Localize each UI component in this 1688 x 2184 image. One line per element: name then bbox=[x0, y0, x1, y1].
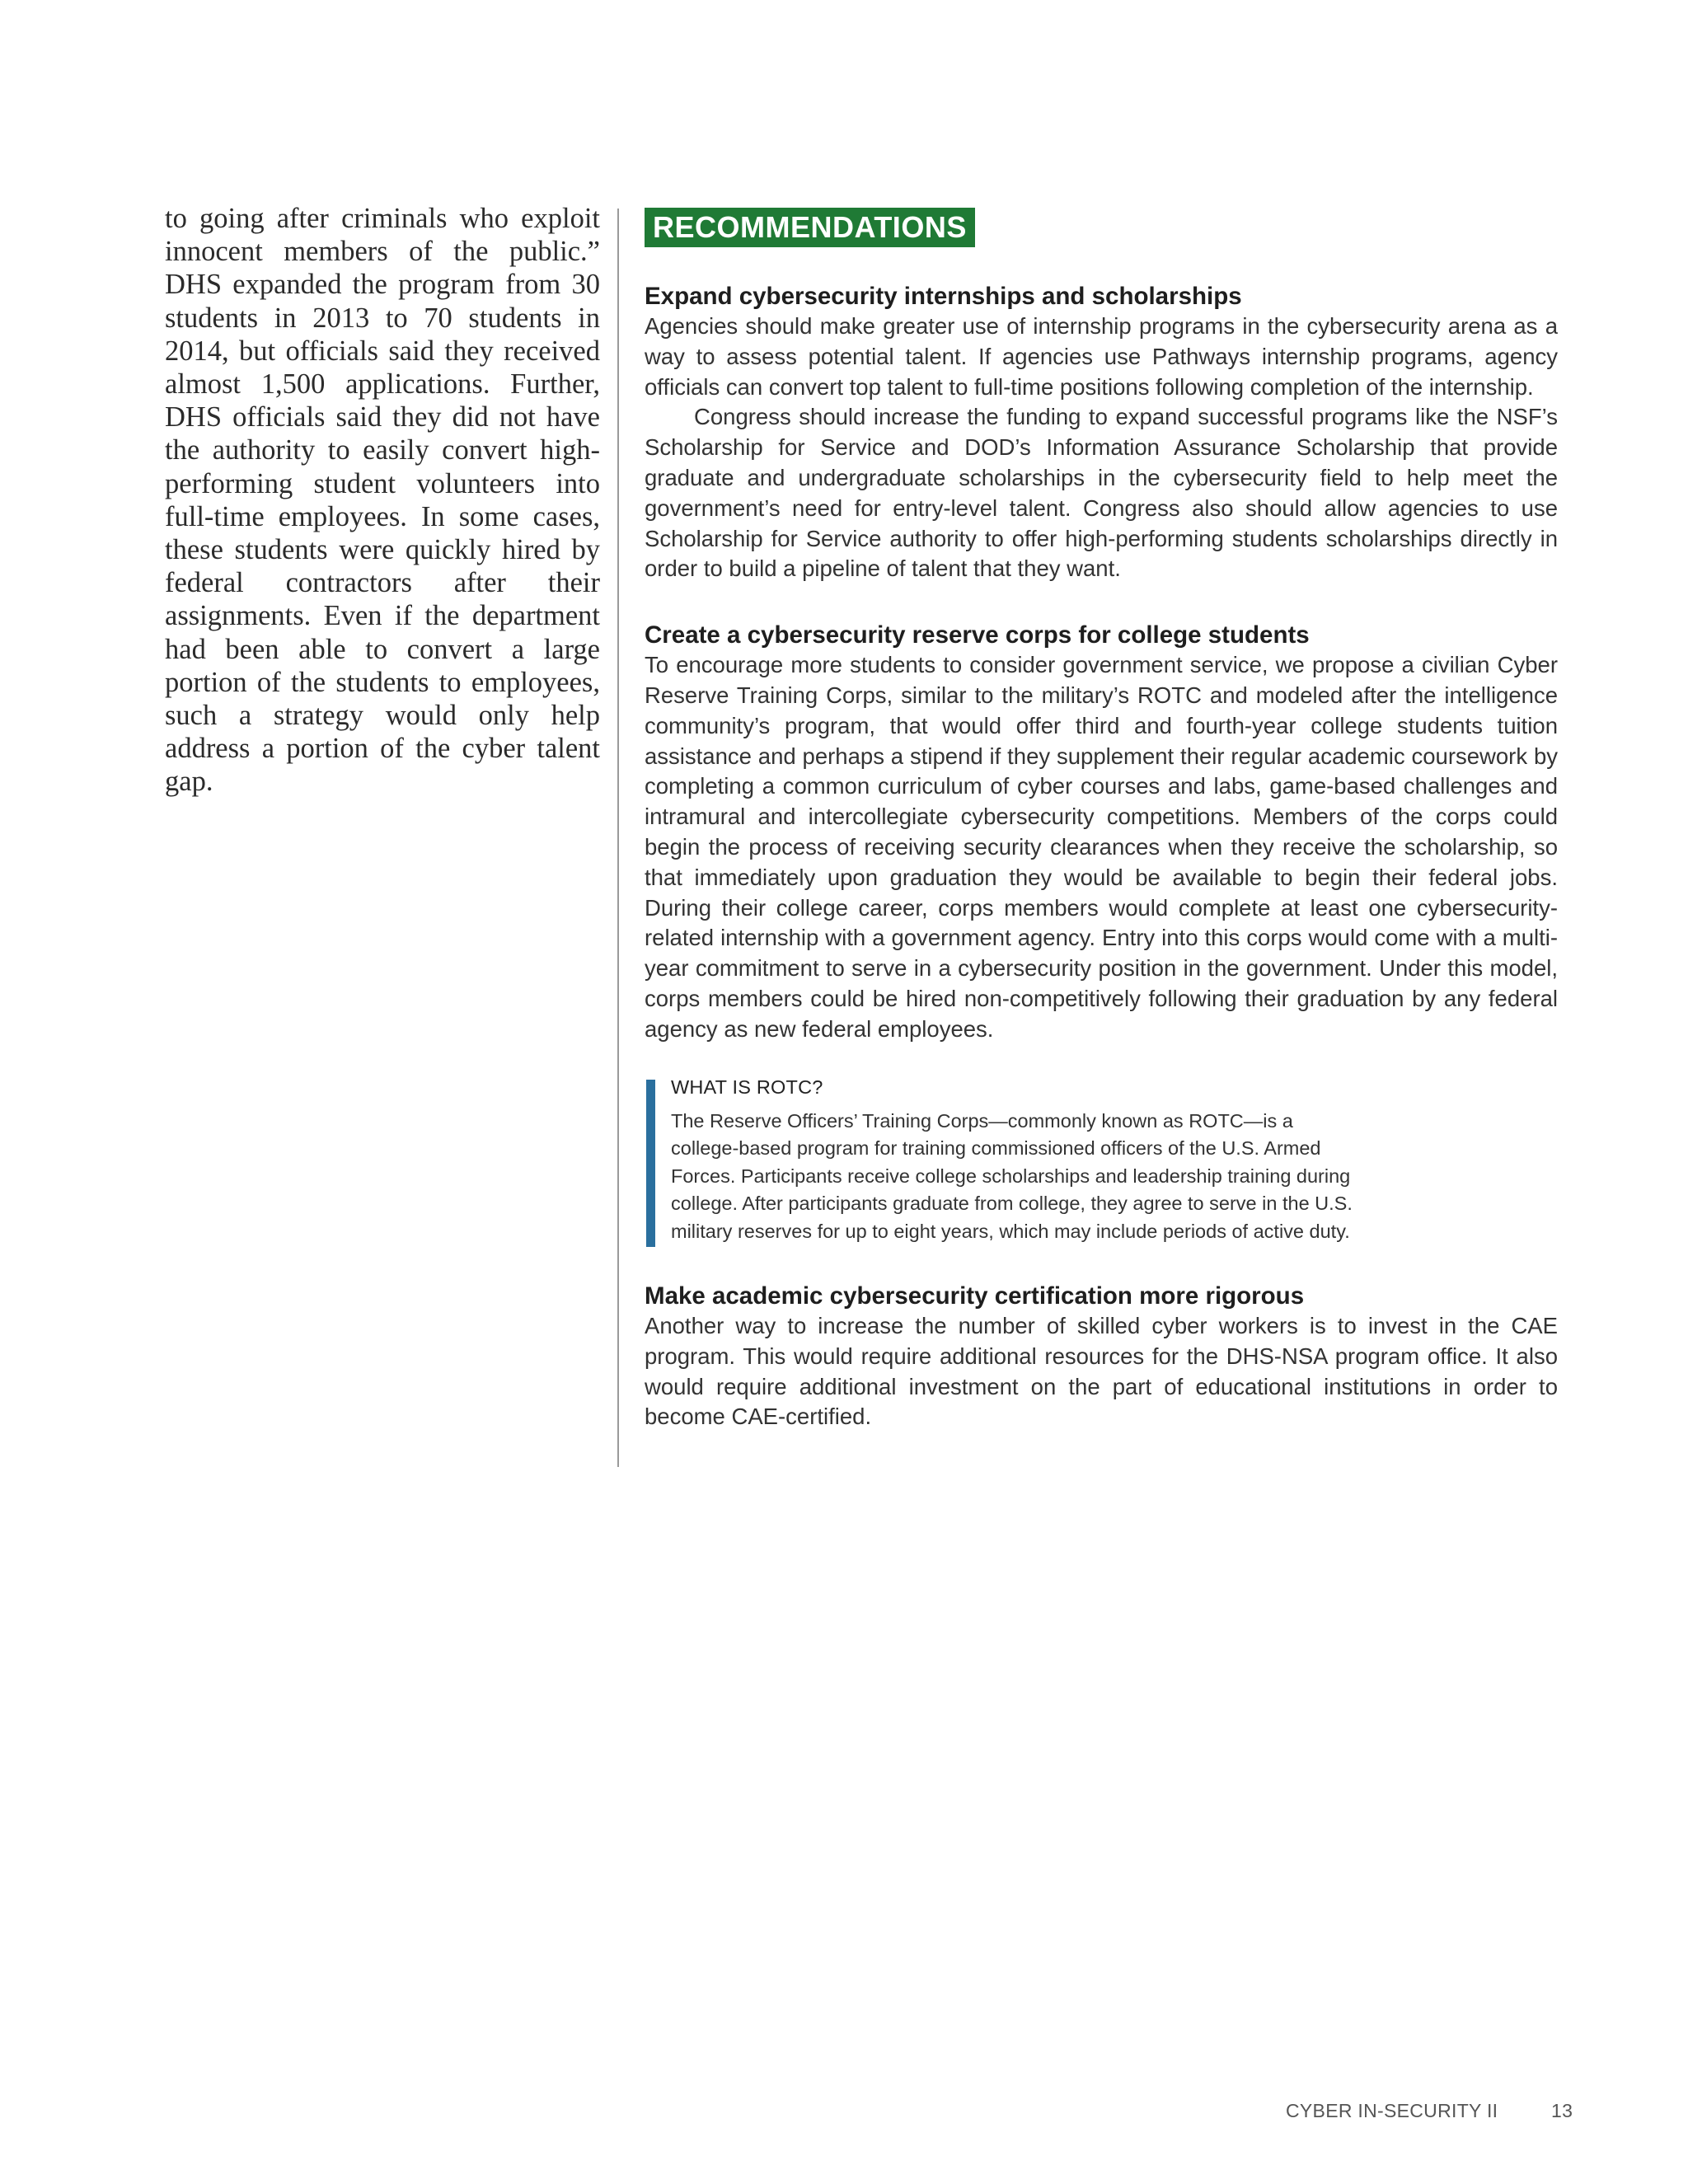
sidebar-body bbox=[671, 1108, 1495, 1246]
rotc-sidebar bbox=[646, 1075, 1495, 1246]
recommendations-banner: RECOMMENDATIONS bbox=[645, 208, 975, 247]
footer-title: CYBER IN-SECURITY II bbox=[1286, 2100, 1498, 2121]
column-divider bbox=[617, 209, 619, 1467]
section-heading: Expand cybersecurity internships and scholarships bbox=[645, 283, 1242, 310]
sidebar-line: The Reserve Officers’ Training Corps—commonly known as ROTC—is a bbox=[671, 1109, 1293, 1132]
section-heading: Create a cybersecurity reserve corps for college students bbox=[645, 621, 1310, 649]
sidebar-line: military reserves for up to eight years, which may include periods of active duty. bbox=[671, 1220, 1350, 1242]
page-number: 13 bbox=[1551, 2100, 1573, 2121]
section-paragraph: To encourage more students to consider government service, we propose a civilian Cyber Reserve Training Corps, similar to the military’s ROTC and modeled after the intelligence community’s program, that would offer third and fourth-year college students tuition assistance and perhaps a stipend if they supplement their regular academic coursework by completing a common curriculum of cyber courses and labs, game-based challenges and intramural and intercollegiate cybersecurity competitions. Members of the corps could begin the process of receiving security clearances when they receive the scholarship, so that immediately upon graduation they would be available to begin their federal jobs. During their college career, corps members would complete at least one cybersecurity-related internship with a government agency. Entry into this corps would come with a multi-year commitment to serve in a cybersecurity position in the government. Under this model, corps members could be hired non-competitively following their graduation by any federal agency as new federal employees. bbox=[645, 652, 1558, 1042]
section-reserve-corps bbox=[645, 621, 1558, 1044]
section-paragraph: Congress should increase the funding to expand successful programs like the NSF’s Scholarship for Service and DOD’s Information Assurance Scholarship that provide graduate and undergraduate scholarships in the cybersecurity field to help meet the government’s need for entry-level talent. Congress also should allow agencies to use Scholarship for Service authority to offer high-performing students scholarships directly in order to build a pipeline of talent that they want. bbox=[645, 404, 1558, 582]
section-paragraph: Another way to increase the number of skilled cyber workers is to invest in the CAE program. This would require additional resources for the DHS-NSA program office. It also would require additional investment on the part of educational institutions in order to become CAE-certified. bbox=[645, 1313, 1558, 1430]
section-heading: Make academic cybersecurity certification more rigorous bbox=[645, 1282, 1305, 1310]
sidebar-line: Forces. Participants receive college scholarships and leadership training during bbox=[671, 1165, 1351, 1187]
section-paragraph: Agencies should make greater use of internship programs in the cybersecurity arena as a way to assess potential talent. If agencies use Pathways internship programs, agency officials can convert top talent to full-time positions following completion of the internship. bbox=[645, 313, 1558, 400]
sidebar-line: college. After participants graduate from college, they agree to serve in the U.S. bbox=[671, 1193, 1353, 1215]
section-internships bbox=[645, 282, 1558, 584]
sidebar-accent-bar bbox=[646, 1080, 655, 1247]
recommendations-column bbox=[645, 208, 1558, 1432]
section-certification bbox=[645, 1282, 1558, 1432]
sidebar-line: college-based program for training commissioned officers of the U.S. Armed bbox=[671, 1137, 1321, 1160]
sidebar-title: WHAT IS ROTC? bbox=[671, 1076, 823, 1098]
left-column-text: to going after criminals who exploit innocent members of the public.” DHS expanded the program from 30 students in 2013 to 70 students in 2014, but officials said they received almost 1,500 applications. Further, DHS officials said they did not have the authority to easily convert high-performing student volunteers into full-time employees. In some cases, these students were quickly hired by federal contractors after their assignments. Even if the department had been able to convert a large portion of the students to employees, such a strategy would only help address a portion of the cyber talent gap. bbox=[165, 203, 600, 798]
